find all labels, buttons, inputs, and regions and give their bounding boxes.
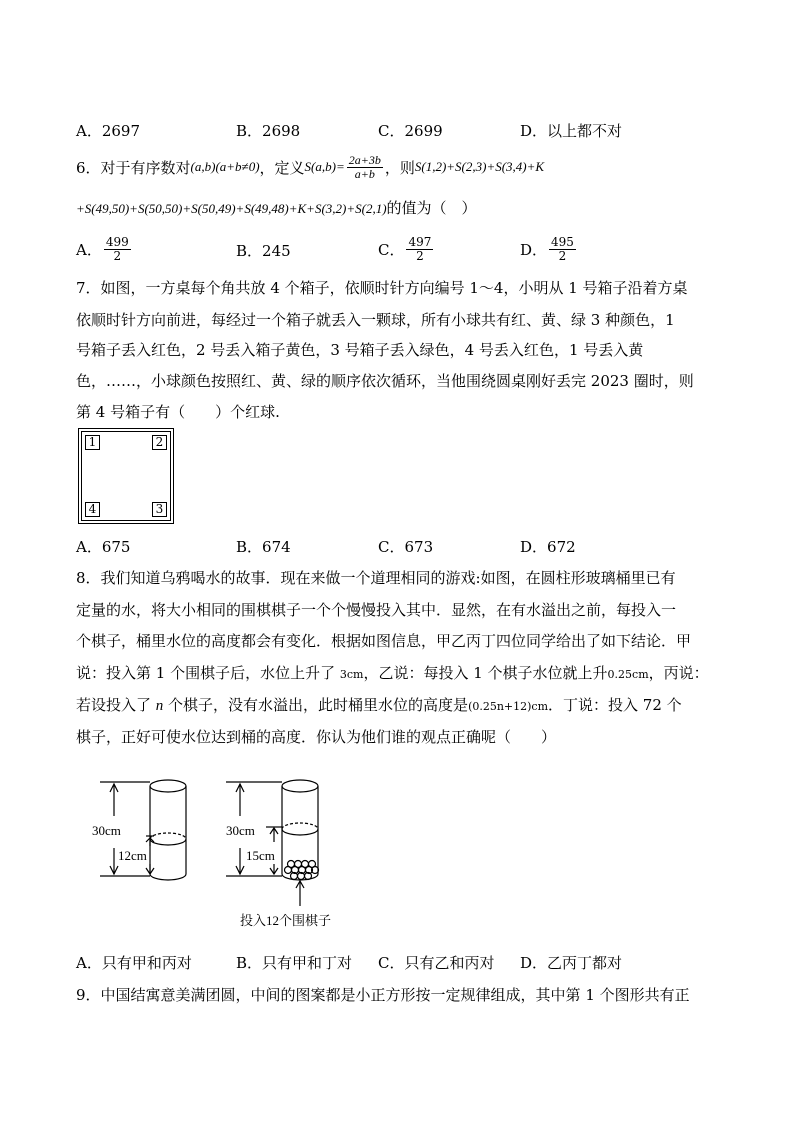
q7-box-4: 4 [85, 502, 100, 517]
q8-line5-c: 个棋子，没有水溢出，此时桶里水位的高度是 [163, 696, 469, 714]
q5-option-d: D．以上都不对 [520, 122, 623, 140]
q6-option-d-label: D． [520, 240, 548, 259]
q8-line4-a: 说：投入第 1 个围棋子后，水位上升了 [76, 664, 340, 682]
q8-line4-c: ，乙说：每投入 1 个棋子水位就上升 [363, 664, 608, 682]
q7-box-2: 2 [152, 435, 167, 450]
q6-pair: (a,b)(a+b≠0) [190, 159, 260, 174]
q7-line2: 依顺时针方向前进，每经过一个箱子就丢入一颗球，所有小球共有红、黄、绿 3 种颜色，1 [76, 311, 675, 329]
q8-line2: 定量的水，将大小相同的围棋棋子一个个慢慢投入其中．显然，在有水溢出之前，每投入一 [76, 601, 677, 619]
q6-then: ，则 [384, 158, 415, 177]
q6-definition-fraction [347, 154, 383, 181]
q7-option-b: B．674 [236, 538, 291, 556]
q8-cylinder-2 [226, 780, 319, 906]
q8-line4 [76, 662, 709, 683]
q5-option-c: C．2699 [378, 122, 443, 140]
q6-line1 [76, 150, 544, 184]
q6-prefix: 6．对于有序数对 [76, 158, 191, 177]
q6-expr1: S(1,2)+S(2,3)+S(3,4)+K [414, 159, 545, 174]
q9-line1: 9．中国结寓意美满团圆，中间的图案都是小正方形按一定规律组成，其中第 1 个图形共有正 [76, 986, 690, 1004]
q7-line5: 第 4 号箱子有（ ）个红球. [76, 403, 280, 421]
q6-option-c-den: 2 [416, 248, 424, 263]
q8-line5-a: 若设投入了 [76, 696, 156, 714]
q8-fig-water-2: 15cm [246, 848, 275, 863]
q8-line4-e: ，丙说： [648, 664, 709, 682]
q6-option-a-label: A． [76, 240, 102, 259]
q8-line5-d: (0.25n+12)cm [468, 700, 549, 713]
q7-box-1: 1 [85, 435, 100, 450]
q6-fraction-numerator: 2a+3b [348, 152, 381, 167]
q6-option-a-den: 2 [113, 248, 122, 263]
q8-line6: 棋子，正好可使水位达到桶的高度．你认为他们谁的观点正确呢（ ） [76, 728, 557, 746]
q8-line5 [76, 694, 682, 715]
q7-option-c: C．673 [378, 538, 434, 556]
q8-option-a: A．只有甲和丙对 [76, 954, 192, 972]
q6-option-a-fraction [104, 236, 131, 263]
q8-line1: 8．我们知道乌鸦喝水的故事．现在来做一个道理相同的游戏:如图，在圆柱形玻璃桶里已有 [76, 569, 676, 587]
q8-option-c: C．只有乙和丙对 [378, 954, 495, 972]
q8-line5-e: ．丁说：投入 72 个 [548, 696, 682, 714]
q7-line4: 色，……，小球颜色按照红、黄、绿的顺序依次循环，当他围绕圆桌刚好丢完 2023 圈时，则 [76, 372, 694, 390]
q8-line4-b: 3cm [339, 668, 364, 681]
q6-option-c [378, 232, 435, 266]
q6-option-d-fraction [549, 236, 576, 263]
q6-define: ，定义 [259, 158, 305, 177]
q8-fig-water-1: 12cm [118, 848, 147, 863]
q8-line4-d: 0.25cm [607, 668, 649, 681]
q8-cylinder-figure [80, 772, 370, 937]
q6-option-b: B．245 [236, 242, 291, 260]
q6-option-d [520, 232, 578, 266]
q7-table-figure [78, 428, 174, 524]
q5-option-b: B．2698 [236, 122, 301, 140]
q6-option-d-den: 2 [558, 248, 567, 263]
q6-option-a [76, 232, 133, 266]
q8-line3: 个棋子，桶里水位的高度都会有变化．根据如图信息，甲乙丙丁四位同学给出了如下结论．甲 [76, 632, 692, 650]
q7-line3: 号箱子丢入红色，2 号丢入箱子黄色，3 号箱子丢入绿色，4 号丢入红色，1 号丢入黄 [76, 341, 644, 359]
q8-option-b: B．只有甲和丁对 [236, 954, 353, 972]
q7-option-d: D．672 [520, 538, 576, 556]
q7-option-a: A．675 [76, 538, 131, 556]
q8-fig-caption: 投入12个围棋子 [240, 913, 332, 928]
q6-option-c-num: 497 [408, 234, 432, 249]
q6-expr2: +S(49,50)+S(50,50)+S(50,49)+S(49,48)+K+S(3,2)+S(2,1) [76, 201, 387, 216]
q6-line2 [76, 197, 477, 218]
q6-fraction-denominator: a+b [354, 166, 375, 181]
q6-option-c-fraction [406, 236, 433, 263]
q6-option-a-num: 499 [105, 234, 129, 249]
q6-option-c-label: C． [378, 240, 405, 259]
q7-box-3: 3 [152, 502, 167, 517]
q5-option-a: A．2697 [76, 122, 141, 140]
q8-option-d: D．乙丙丁都对 [520, 954, 623, 972]
q8-fig-height-2: 30cm [226, 823, 255, 838]
q6-s-ab: S(a,b)= [304, 159, 345, 174]
q8-line5-b: n [155, 698, 164, 714]
q8-fig-height-1: 30cm [92, 823, 121, 838]
q7-line1: 7．如图，一方桌每个角共放 4 个箱子，依顺时针方向编号 1～4，小明从 1 号箱子沿着方桌 [76, 279, 688, 297]
q6-option-d-num: 495 [551, 234, 574, 249]
q6-tail: 的值为（ ） [386, 199, 477, 217]
